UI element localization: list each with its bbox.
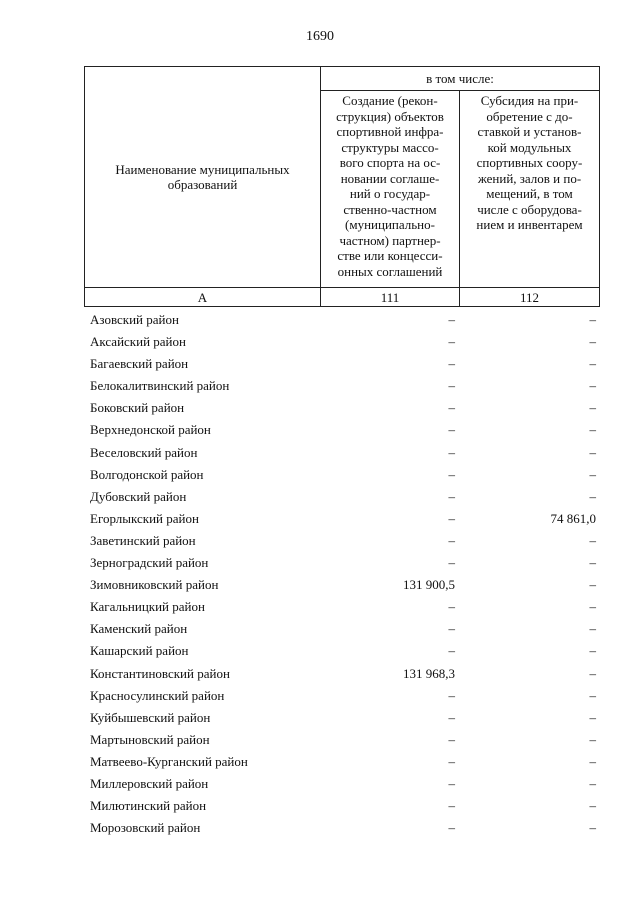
table-row: [84, 442, 600, 464]
table-body: [84, 309, 600, 839]
value-col-112: –: [589, 820, 596, 836]
table-row: [84, 596, 600, 618]
value-col-112: –: [589, 709, 596, 725]
value-col-112: –: [589, 753, 596, 769]
code-111: 111: [321, 288, 460, 307]
municipality-name: Мартыновский район: [90, 731, 210, 747]
value-col-111: –: [448, 466, 455, 482]
table-header: [84, 66, 600, 307]
code-112: 112: [519, 290, 540, 305]
value-col-111: –: [448, 731, 455, 747]
value-col-112: –: [589, 775, 596, 791]
table-row: [84, 309, 600, 331]
header-municipality-name: [85, 67, 321, 287]
municipality-name: Верхнедонской район: [90, 422, 211, 438]
table-row: [84, 331, 600, 353]
value-col-111: –: [448, 378, 455, 394]
table-row: [84, 353, 600, 375]
value-col-112: –: [589, 621, 596, 637]
value-col-112: –: [589, 687, 596, 703]
municipality-name: Куйбышевский район: [90, 709, 211, 725]
municipality-name: Матвеево-Курганский район: [90, 753, 248, 769]
value-col-111: –: [448, 621, 455, 637]
table-row: [84, 663, 600, 685]
value-col-111: –: [448, 687, 455, 703]
value-col-111: –: [448, 753, 455, 769]
municipality-name: Волгодонской район: [90, 466, 204, 482]
value-col-111: –: [448, 820, 455, 836]
municipality-name: Красносулинский район: [90, 687, 225, 703]
value-col-112: –: [589, 665, 596, 681]
table-row: [84, 640, 600, 662]
value-col-111: –: [448, 532, 455, 548]
header-codes-row: [85, 287, 599, 307]
municipality-name: Милютинский район: [90, 798, 207, 814]
value-col-112: –: [589, 334, 596, 350]
page-number: 1690: [306, 29, 334, 44]
table-row: [84, 508, 600, 530]
municipality-name: Дубовский район: [90, 488, 187, 504]
municipality-name: Зерноградский район: [90, 555, 209, 571]
header-col-111: Создание (рекон- струкция) объектов спортивной инфра- структуры массо- вого спорта на ос- новании соглаше- ний о государ- ственно-частном (муниципально- частном) партнер- стве или концесси- онных соглашений: [321, 91, 460, 287]
table-row: [84, 530, 600, 552]
header-municipality-name-text: Наименование муниципальных образований: [115, 161, 290, 192]
table-row: [84, 574, 600, 596]
municipality-name: Багаевский район: [90, 356, 189, 372]
value-col-112: 74 861,0: [550, 510, 596, 526]
value-col-112: –: [589, 731, 596, 747]
value-col-112: –: [589, 555, 596, 571]
value-col-112: –: [589, 444, 596, 460]
header-col-112: Субсидия на при- обретение с до- ставкой и установ- кой модульных спортивных соору- жений, залов и по- мещений, в том числе с оборудова- нием и инвентарем: [476, 93, 583, 232]
value-col-112: –: [589, 798, 596, 814]
municipality-name: Заветинский район: [90, 532, 196, 548]
value-col-111: –: [448, 422, 455, 438]
table-row: [84, 375, 600, 397]
table-row: [84, 552, 600, 574]
municipality-name: Боковский район: [90, 400, 185, 416]
value-col-111: –: [448, 643, 455, 659]
table-row: [84, 729, 600, 751]
table-row: [84, 486, 600, 508]
value-col-112: –: [589, 577, 596, 593]
value-col-111: –: [448, 444, 455, 460]
municipality-name: Константиновский район: [90, 665, 230, 681]
municipality-name: Морозовский район: [90, 820, 201, 836]
table-row: [84, 618, 600, 640]
table-row: [84, 464, 600, 486]
municipality-name: Аксайский район: [90, 334, 186, 350]
value-col-112: –: [589, 643, 596, 659]
value-col-111: –: [448, 798, 455, 814]
municipality-name: Егорлыкский район: [90, 510, 199, 526]
value-col-112: –: [589, 488, 596, 504]
value-col-111: –: [448, 599, 455, 615]
value-col-112: –: [589, 466, 596, 482]
table-row: [84, 707, 600, 729]
table-row: [84, 795, 600, 817]
value-col-111: –: [448, 312, 455, 327]
value-col-111: –: [448, 356, 455, 372]
table-row: [84, 773, 600, 795]
municipality-name: Зимовниковский район: [90, 577, 219, 593]
value-col-111: –: [448, 555, 455, 571]
value-col-111: –: [448, 709, 455, 725]
municipality-name: Азовский район: [90, 312, 179, 327]
value-col-112: –: [589, 599, 596, 615]
value-col-111: –: [448, 488, 455, 504]
value-col-111: –: [448, 510, 455, 526]
table-row: [84, 419, 600, 441]
municipality-name: Белокалитвинский район: [90, 378, 230, 394]
value-col-112: –: [589, 378, 596, 394]
value-col-111: –: [448, 400, 455, 416]
value-col-111: 131 900,5: [403, 577, 455, 593]
municipality-name: Миллеровский район: [90, 775, 209, 791]
table-row: [84, 397, 600, 419]
code-a: А: [85, 288, 321, 307]
value-col-112: –: [589, 532, 596, 548]
table-row: [84, 685, 600, 707]
table-row: [84, 817, 600, 839]
value-col-112: –: [589, 356, 596, 372]
value-col-112: –: [589, 400, 596, 416]
value-col-111: –: [448, 334, 455, 350]
municipality-name: Кашарский район: [90, 643, 189, 659]
municipality-name: Кагальницкий район: [90, 599, 205, 615]
municipality-name: Веселовский район: [90, 444, 198, 460]
value-col-111: 131 968,3: [403, 665, 455, 681]
header-including: в том числе:: [321, 67, 599, 91]
value-col-112: –: [589, 312, 596, 327]
value-col-112: –: [589, 422, 596, 438]
municipality-name: Каменский район: [90, 621, 188, 637]
value-col-111: –: [448, 775, 455, 791]
table-row: [84, 751, 600, 773]
